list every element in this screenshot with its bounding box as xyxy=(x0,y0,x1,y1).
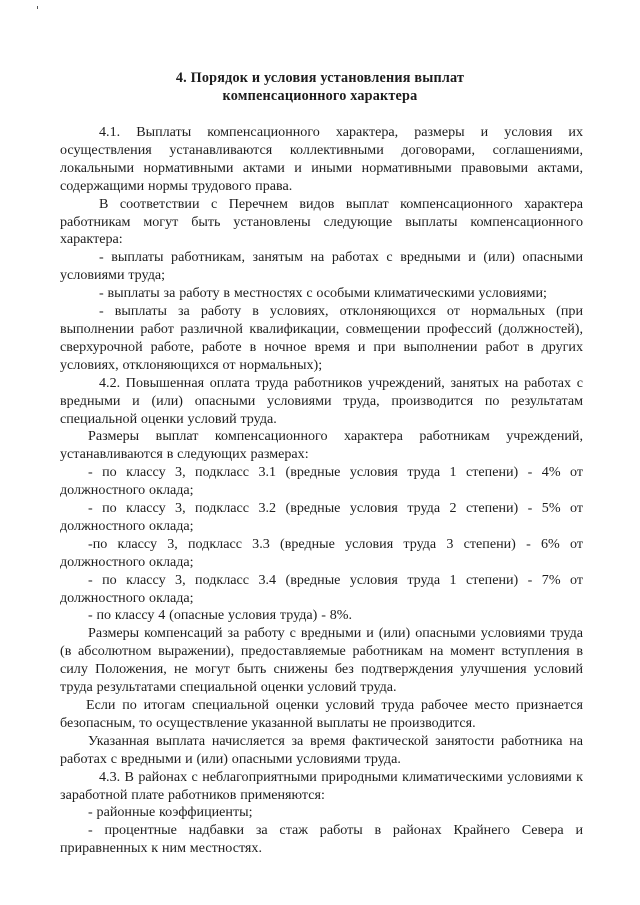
paragraph-compensation-amounts: Размеры компенсаций за работу с вредными и (или) опасными условиями труда (в абсолютном выражении), предоставляемые работникам на момент вступления в силу Положения, не могут быть снижены без подтверждения улучшения условий труда результатами специальной оценки условий труда. xyxy=(60,625,583,696)
list-item-abnormal-conditions: - выплаты за работу в условиях, отклоняющихся от нормальных (при выполнении работ различной квалификации, совмещении профессий (должностей), сверхурочной работе, работе в ночное время и при выполнении работ в других условиях, отклоняющихся от нормальных); xyxy=(60,303,583,373)
list-item-regional-coefficients: - районные коэффициенты; xyxy=(88,804,253,821)
paragraph-list-intro: В соответствии с Перечнем видов выплат компенсационного характера работникам могут быть установлены следующие выплаты компенсационного характера: xyxy=(60,195,583,248)
list-item-class-3-3: -по классу 3, подкласс 3.3 (вредные условия труда 3 степени) - 6% от должностного оклада; xyxy=(60,535,583,570)
section-body xyxy=(60,124,583,858)
list-item-northern-allowances: - процентные надбавки за стаж работы в районах Крайнего Севера и приравненных к ним местностях. xyxy=(60,822,583,857)
paragraph-4-2: 4.2. Повышенная оплата труда работников учреждений, занятых на работах с вредными и (или) опасными условиями труда, производится по результатам специальной оценки условий труда. xyxy=(60,374,583,427)
paragraph-4-3: 4.3. В районах с неблагоприятными природными климатическими условиями к заработной плате работников применяются: xyxy=(60,768,583,803)
paragraph-rates-intro: Размеры выплат компенсационного характера работникам учреждений, устанавливаются в следующих размерах: xyxy=(60,428,583,463)
scan-mark xyxy=(37,6,38,9)
list-item-class-4: - по классу 4 (опасные условия труда) - 8%. xyxy=(88,607,353,624)
list-item-hazard-payments: - выплаты работникам, занятым на работах с вредными и (или) опасными условиями труда; xyxy=(60,249,583,284)
section-title-line-2: компенсационного характера xyxy=(222,88,418,104)
paragraph-payment-accrual: Указанная выплата начисляется за время фактической занятости работника на работах с вредными и (или) опасными условиями труда. xyxy=(60,732,583,767)
list-item-class-3-4: - по классу 3, подкласс 3.4 (вредные условия труда 1 степени) - 7% от должностного оклада; xyxy=(60,571,583,606)
section-title-line-1: 4. Порядок и условия установления выплат xyxy=(175,70,465,86)
paragraph-safe-workplace: Если по итогам специальной оценки условий труда рабочее место признается безопасным, то осуществление указанной выплаты не производится. xyxy=(60,697,583,731)
list-item-class-3-2: - по классу 3, подкласс 3.2 (вредные условия труда 2 степени) - 5% от должностного оклада; xyxy=(60,500,583,534)
list-item-class-3-1: - по классу 3, подкласс 3.1 (вредные условия труда 1 степени) - 4% от должностного оклада; xyxy=(60,464,583,499)
paragraph-4-1: 4.1. Выплаты компенсационного характера, размеры и условия их осуществления устанавливаются коллективными договорами, соглашениями, локальными нормативными актами и иными нормативными правовыми актами, содержащими нормы трудового права. xyxy=(60,124,583,194)
list-item-climate-payments: - выплаты за работу в местностях с особыми климатическими условиями; xyxy=(99,285,547,302)
